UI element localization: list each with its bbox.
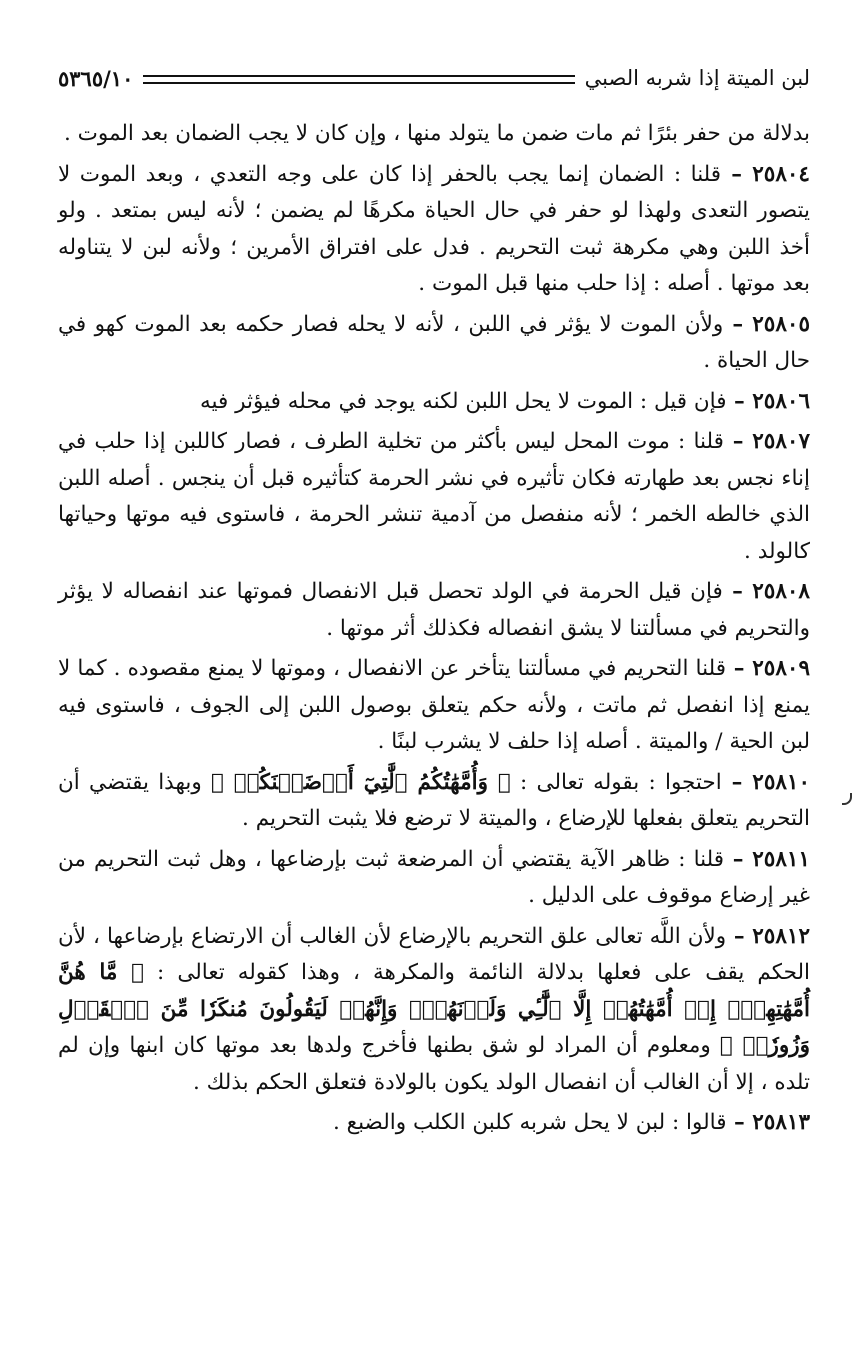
paragraph-text: بدلالة من حفر بئرًا ثم مات ضمن ما يتولد منها ، وإن كان لا يجب الضمان بعد الموت . — [63, 121, 810, 146]
running-header — [58, 58, 810, 98]
paragraph-25809 — [58, 651, 810, 761]
paragraph-number: ٢٥٨١٣ – — [726, 1110, 810, 1135]
paragraph-text: قالوا : لبن لا يحل شربه كلبن الكلب والضبع . — [332, 1110, 727, 1135]
paragraph-number: ٢٥٨٠٤ – — [721, 161, 810, 187]
paragraph-text: احتجوا : بقوله تعالى : — [510, 769, 722, 795]
paragraph-text: ومعلوم أن المراد لو شق بطنها فأخرج ولدها بعد موتها كان ابنها وإن لم تلده ، إلا أن الغالب أن انفصال الولد يكون بالولادة فتعلق الحكم بذلك . — [58, 1033, 810, 1095]
paragraph-text: قلنا : ظاهر الآية يقتضي أن المرضعة ثبت بإرضاعها ، وهل ثبت التحريم من غير إرضاع موقوف على الدليل . — [58, 846, 810, 908]
paragraph-number: ٢٥٨١٠ – — [721, 769, 811, 795]
book-page — [58, 58, 810, 1146]
paragraph-number: ٢٥٨٠٥ – — [723, 311, 810, 337]
paragraph-number: ٢٥٨٠٩ – — [725, 656, 810, 681]
paragraph-continuation — [58, 116, 810, 153]
paragraph-text: قلنا : الضمان إنما يجب بالحفر إذا كان على وجه التعدي ، وبعد الموت لا يتصور التعدى ولهذا لو حفر في حال الحياة مكرهًا لم يضمن ؛ لأنه ليس بمتعد . ولو أخذ اللبن وهي مكرهة ثبت التحريم . فدل على افتراق الأمرين ؛ ولأنه لبن لا يتناوله بعد موتها . أصله : إذا حلب منها قبل الموت . — [58, 161, 810, 296]
paragraph-text: فإن قيل : الموت لا يحل اللبن لكنه يوجد في محله فيؤثر فيه — [200, 388, 727, 414]
paragraph-number: ٢٥٨٠٧ – — [723, 429, 810, 454]
paragraph-number: ٢٥٨١١ – — [724, 846, 810, 872]
quran-verse: ﴿ وَأُمَّهَٰتُكُمُ ٱلَّٰتِيٓ أَرۡضَعۡنَكُمۡ ﴾ — [211, 769, 511, 795]
paragraph-text: قلنا التحريم في مسألتنا يتأخر عن الانفصال ، وموتها لا يمنع مقصوده . كما لا يمنع إذا انفصل ثم ماتت ، ولأنه حكم يتعلق بوصول اللبن إلى الجوف ، فاستوى فيه لبن الحية / والميتة . أصله إذا حلف لا يشرب لبنًا . — [58, 656, 810, 754]
body-text — [58, 116, 810, 1142]
paragraph-text: ولأن اللَّه تعالى علق التحريم بالإرضاع لأن الغالب أن الارتضاع بإرضاعها ، لأن الحكم يقف على فعلها بدلالة النائمة والمكرهة ، وهذا كقوله تعالى : — [58, 923, 810, 985]
paragraph-text: فإن قيل الحرمة في الولد تحصل قبل الانفصال فموتها عند انفصاله لا يؤثر والتحريم في مسألتنا لا يشق انفصاله فكذلك أثر موتها . — [58, 579, 810, 641]
paragraph-25804 — [58, 157, 810, 303]
paragraph-25806 — [58, 384, 810, 421]
paragraph-25813 — [58, 1105, 810, 1142]
paragraph-text: ولأن الموت لا يؤثر في اللبن ، لأنه لا يحله فصار حكمه بعد الموت كهو في حال الحياة . — [58, 311, 810, 373]
page-number: ٥٣٦٥/١٠ — [58, 65, 134, 91]
paragraph-25811 — [58, 842, 810, 915]
header-double-rule — [143, 75, 574, 84]
paragraph-text: قلنا : موت المحل ليس بأكثر من تخلية الطرف ، فصار كاللبن إذا حلب في إناء نجس بعد طهارته فكان تأثيره في نشر الحرمة كتأثيره قبل أن ينجس . أصله اللبن الذي خالطه الخمر ؛ لأنه منفصل من آدمية تنشر الحرمة ، فاستوى فيه موتها وحياتها كالولد . — [58, 429, 810, 564]
paragraph-25810 — [58, 765, 810, 838]
paragraph-25805 — [58, 307, 810, 380]
paragraph-25812 — [58, 919, 810, 1102]
paragraph-number: ٢٥٨١٢ – — [726, 923, 810, 949]
margin-mark — [842, 793, 852, 805]
paragraph-25807 — [58, 424, 810, 570]
paragraph-25808 — [58, 574, 810, 647]
paragraph-number: ٢٥٨٠٨ – — [722, 579, 810, 604]
paragraph-number: ٢٥٨٠٦ – — [726, 388, 810, 414]
paragraph-text: وبهذا يقتضي أن التحريم يتعلق بفعلها للإرضاع ، والميتة لا ترضع فلا يثبت التحريم . — [58, 769, 810, 831]
quran-verse: ﴿ مَّا هُنَّ أُمَّهَٰتِهِمۡۖ إِنۡ أُمَّهَٰتُهُمۡ إِلَّا ٱلَّٰٓـِٔي وَلَدۡنَهُمۡۚ وَإِنَّهُمۡ لَيَقُولُونَ مُنكَرٗا مِّنَ ٱلۡقَوۡلِ وَزُورٗاۚ ﴾ — [58, 960, 810, 1058]
chapter-title: لبن الميتة إذا شربه الصبي — [584, 66, 810, 90]
